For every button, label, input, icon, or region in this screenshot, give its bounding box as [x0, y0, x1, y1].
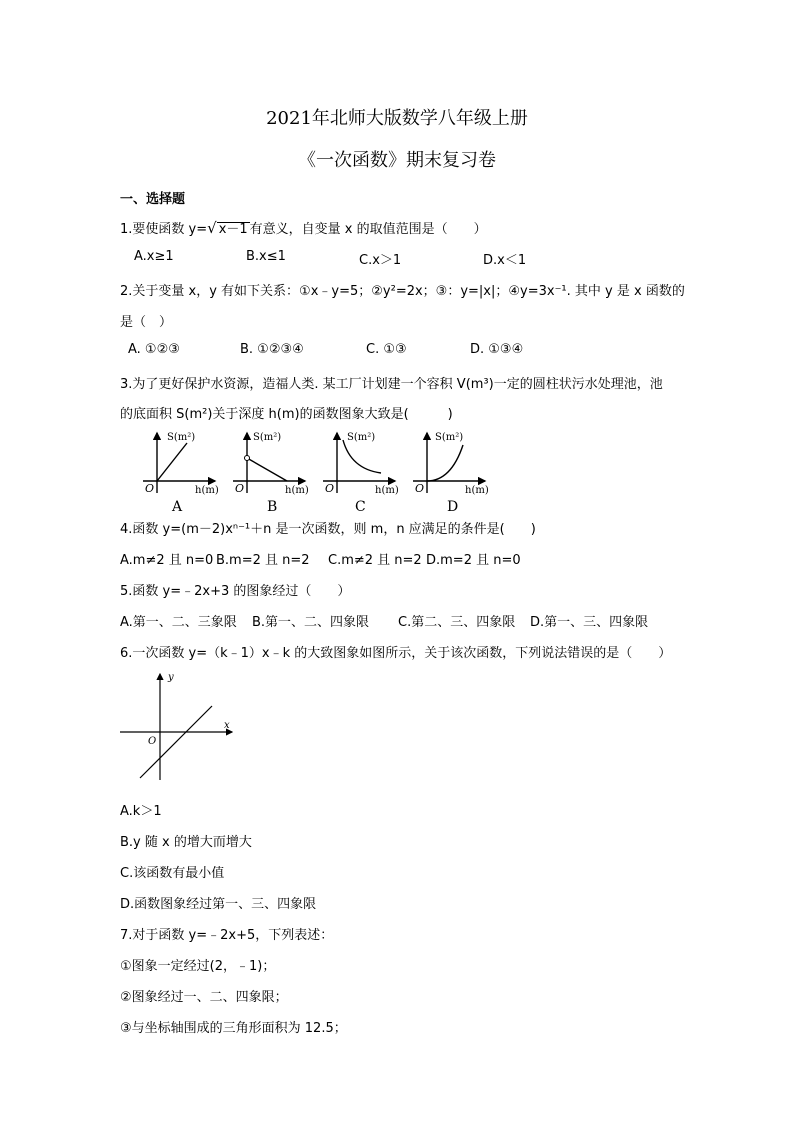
question-2-stem-line2: 是（ ）	[120, 315, 173, 330]
graph-c-xlabel: h(m)	[375, 485, 399, 496]
graph-c	[323, 432, 399, 515]
q1-stem-pre: 1.要使函数 y=	[120, 222, 208, 237]
q4-option-c: C.m≠2 且 n=2	[328, 553, 422, 568]
graph-b-xlabel: h(m)	[285, 485, 309, 496]
section-heading: 一、选择题	[120, 192, 186, 207]
q6-origin: O	[148, 736, 157, 747]
q4-option-b: B.m=2 且 n=2	[216, 553, 310, 568]
q6-xlabel: x	[224, 720, 230, 731]
graph-c-ylabel: S(m²)	[347, 432, 376, 443]
question-1-stem	[120, 218, 487, 237]
graph-a-origin: O	[145, 482, 155, 495]
question-6-stem: 6.一次函数 y=（k﹣1）x﹣k 的大致图象如图所示，关于该次函数，下列说法错误的是（ ）	[120, 646, 672, 661]
sqrt-sign: √	[207, 219, 217, 237]
graph-b-ylabel: S(m²)	[253, 432, 282, 443]
graph-b	[233, 432, 309, 515]
graph-d-ylabel: S(m²)	[435, 432, 464, 443]
question-3-stem-line2: 的底面积 S(m²)关于深度 h(m)的函数图象大致是( )	[120, 407, 453, 422]
q5-option-c: C.第二、三、四象限	[398, 615, 516, 630]
q6-graph	[118, 668, 236, 786]
q3-graphs	[135, 425, 515, 515]
q6-option-b: B.y 随 x 的增大而增大	[120, 835, 252, 850]
question-2-stem-line1: 2.关于变量 x，y 有如下关系：①x﹣y=5；②y²=2x；③：y=|x|；④y=3x⁻¹. 其中 y 是 x 函数的	[120, 284, 685, 299]
document-subtitle: 《一次函数》期末复习卷	[298, 150, 496, 171]
q5-option-a: A.第一、二、三象限	[120, 615, 237, 630]
q4-option-d: D.m=2 且 n=0	[426, 553, 521, 568]
q1-radicand: x－1	[218, 222, 248, 237]
graph-c-letter: C	[355, 499, 366, 515]
q4-option-a: A.m≠2 且 n=0	[120, 553, 214, 568]
graph-a-xlabel: h(m)	[195, 485, 219, 496]
graph-a	[143, 432, 219, 515]
graph-b-origin: O	[235, 482, 245, 495]
graph-a-ylabel: S(m²)	[167, 432, 196, 443]
graph-c-origin: O	[325, 482, 335, 495]
q6-option-a: A.k＞1	[120, 804, 162, 819]
q7-item-1: ①图象一定经过(2，﹣1)；	[120, 959, 276, 974]
q1-option-b: B.x≤1	[246, 249, 286, 264]
question-3-stem-line1: 3.为了更好保护水资源，造福人类. 某工厂计划建一个容积 V(m³)一定的圆柱状污水处理池，池	[120, 377, 663, 392]
q1-option-a: A.x≥1	[134, 249, 174, 264]
q1-option-c: C.x＞1	[359, 253, 402, 268]
document-title: 2021年北师大版数学八年级上册	[266, 108, 528, 129]
question-4-stem: 4.函数 y=(m－2)xⁿ⁻¹＋n 是一次函数，则 m，n 应满足的条件是( )	[120, 522, 536, 537]
q6-option-d: D.函数图象经过第一、三、四象限	[120, 897, 317, 912]
q2-option-c: C. ①③	[366, 342, 407, 357]
graph-b-letter: B	[267, 499, 278, 515]
q2-option-d: D. ①③④	[470, 342, 524, 357]
q7-item-2: ②图象经过一、二、四象限；	[120, 990, 288, 1005]
q2-option-a: A. ①②③	[128, 342, 180, 357]
q7-item-3: ③与坐标轴围成的三角形面积为 12.5；	[120, 1021, 347, 1036]
question-5-stem: 5.函数 y=﹣2x+3 的图象经过（ ）	[120, 584, 351, 599]
q5-option-b: B.第一、二、四象限	[252, 615, 370, 630]
graph-d-letter: D	[447, 499, 459, 515]
question-7-stem: 7.对于函数 y=﹣2x+5，下列表述：	[120, 928, 334, 943]
graph-d	[413, 432, 489, 515]
q2-option-b: B. ①②③④	[240, 342, 304, 357]
graph-d-origin: O	[415, 482, 425, 495]
q6-option-c: C.该函数有最小值	[120, 866, 225, 881]
q5-option-d: D.第一、三、四象限	[530, 615, 649, 630]
graph-a-letter: A	[172, 499, 183, 515]
graph-d-xlabel: h(m)	[465, 485, 489, 496]
q1-option-d: D.x＜1	[483, 253, 527, 268]
q6-ylabel: y	[168, 672, 174, 683]
q1-stem-post: 有意义，自变量 x 的取值范围是（ ）	[249, 222, 487, 237]
